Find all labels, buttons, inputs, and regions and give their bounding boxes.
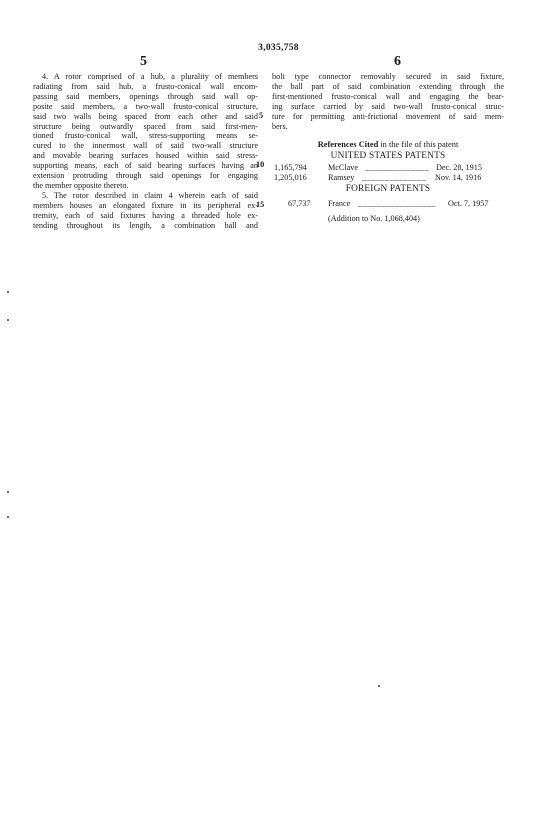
claim-line: bolt type connector removably secured in said fixture, xyxy=(272,72,504,81)
claim-line: structure being outwardly spaced from said first-men- xyxy=(33,121,258,131)
column-number-left: 5 xyxy=(140,54,147,69)
leader-dots: ______________ xyxy=(365,163,430,172)
claim-line: supporting means, each of said bearing surfaces having an xyxy=(33,161,258,171)
reference-date: Oct. 7, 1957 xyxy=(448,199,489,208)
scan-speck xyxy=(378,685,380,687)
claim-line: and movable bearing surfaces housed within said stress- xyxy=(33,151,258,161)
reference-name: France xyxy=(328,199,351,208)
references-title-rest: in the file of this patent xyxy=(378,140,459,149)
leader-dots: _________________ xyxy=(358,199,437,208)
scan-speck xyxy=(7,516,9,518)
left-column xyxy=(33,72,258,231)
line-number-5: 5 xyxy=(259,111,264,120)
reference-name: Ramsey xyxy=(328,173,355,182)
claim-line: tioned frusto-conical wall, stress-supporting means se- xyxy=(33,131,258,141)
claim-line: said two walls being spaced from each other and said xyxy=(33,111,258,121)
claim-5 xyxy=(33,191,258,231)
claim-line: ing surface carried by said two-wall frusto-conical struc- xyxy=(272,101,504,111)
leader-dots: ______________ xyxy=(362,173,427,182)
line-number-10: 10 xyxy=(256,160,265,169)
line-number-15: 15 xyxy=(256,200,265,209)
claim-line: bers. xyxy=(272,121,288,131)
claim-line: the member opposite thereto. xyxy=(33,180,129,190)
column-number-right: 6 xyxy=(394,54,401,69)
claim-5-continued xyxy=(272,72,504,131)
reference-number: 1,165,794 xyxy=(274,163,307,172)
claim-line: 5. The rotor described in claim 4 wherein each of said xyxy=(42,190,258,200)
claim-line: cured to the innermost wall of said two-wall structure xyxy=(33,141,258,151)
scan-speck xyxy=(7,319,9,321)
claim-line: tending throughout its length, a combination ball and xyxy=(33,220,258,230)
references-title xyxy=(272,140,504,149)
claim-line: extension protruding through said openings for engaging xyxy=(33,171,258,181)
foreign-patents-heading: FOREIGN PATENTS xyxy=(345,184,431,194)
right-column xyxy=(272,72,504,131)
foreign-note: (Addition to No. 1,068,404) xyxy=(328,214,420,223)
scan-speck xyxy=(7,291,9,293)
reference-name: McClave xyxy=(328,163,359,172)
claim-line: tremity, each of said fixtures having a threaded hole ex- xyxy=(33,210,258,220)
claim-line: 4. A rotor comprised of a hub, a plurality of members xyxy=(42,72,258,81)
claim-line: members houses an elongated fixture in its peripheral ex- xyxy=(33,200,258,210)
claim-4 xyxy=(33,72,258,191)
scan-speck xyxy=(7,491,9,493)
patent-number: 3,035,758 xyxy=(258,43,299,53)
claim-line: radiating from said hub, a frusto-conical wall encom- xyxy=(33,81,258,91)
claim-line: ture for permitting anti-frictional movement of said mem- xyxy=(272,111,504,121)
claim-line: passing said members, openings through said wall op- xyxy=(33,91,258,101)
claim-line: the ball part of said combination extending through the xyxy=(272,81,504,91)
claim-line: first-mentioned frusto-conical wall and engaging the bear- xyxy=(272,91,504,101)
reference-number: 1,205,016 xyxy=(274,173,307,182)
reference-number: 67,737 xyxy=(288,199,311,208)
reference-date: Dec. 28, 1915 xyxy=(436,163,482,172)
references-title-bold: References Cited xyxy=(317,140,379,149)
claim-line: posite said members, a two-wall frusto-conical structure, xyxy=(33,101,258,111)
us-patents-heading: UNITED STATES PATENTS xyxy=(330,151,446,161)
reference-date: Nov. 14, 1916 xyxy=(435,173,482,182)
